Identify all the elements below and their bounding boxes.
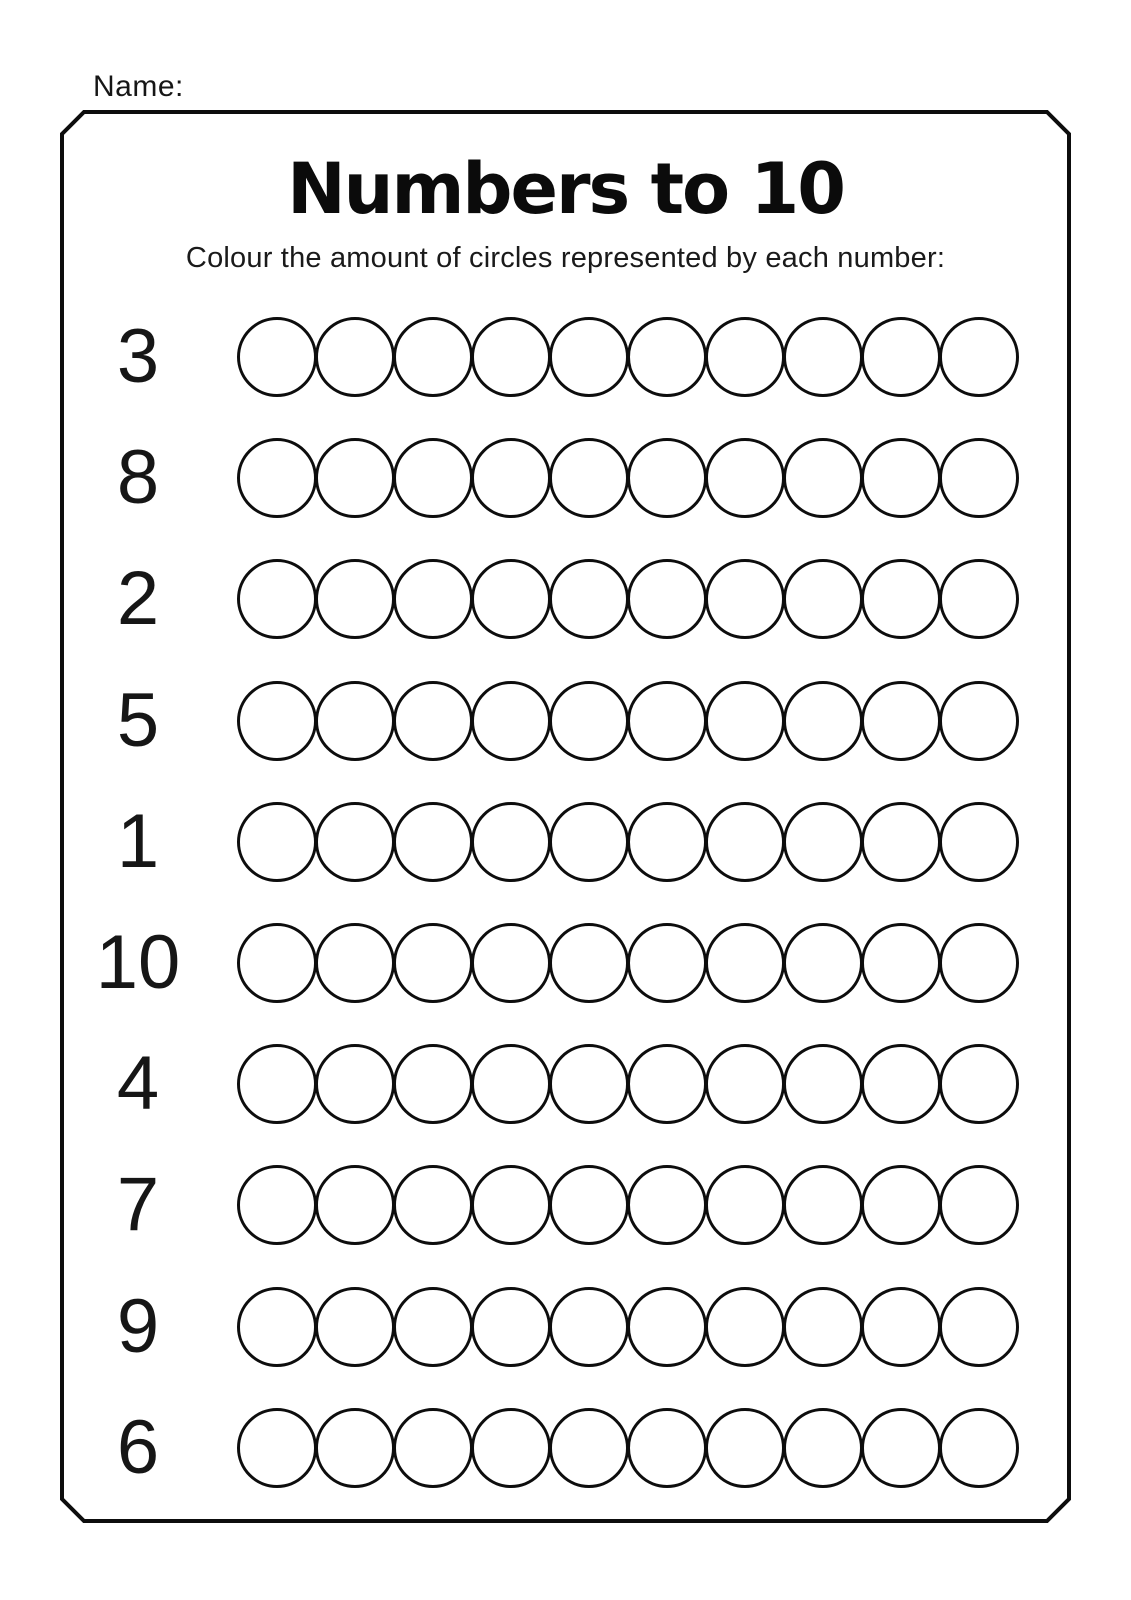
colour-circle[interactable] [471, 681, 551, 761]
colour-circle[interactable] [705, 438, 785, 518]
colour-circle[interactable] [471, 559, 551, 639]
colour-circle[interactable] [783, 1044, 863, 1124]
colour-circle[interactable] [237, 802, 317, 882]
circle-row [237, 1287, 1019, 1367]
colour-circle[interactable] [783, 438, 863, 518]
colour-circle[interactable] [393, 802, 473, 882]
circle-row [237, 438, 1019, 518]
colour-circle[interactable] [627, 1044, 707, 1124]
worksheet-row [62, 920, 1019, 1005]
colour-circle[interactable] [939, 438, 1019, 518]
colour-circle[interactable] [471, 1408, 551, 1488]
colour-circle[interactable] [705, 1044, 785, 1124]
colour-circle[interactable] [237, 438, 317, 518]
colour-circle[interactable] [861, 1165, 941, 1245]
instruction-text: Colour the amount of circles represented by each number: [185, 242, 946, 274]
colour-circle[interactable] [471, 1165, 551, 1245]
colour-circle[interactable] [861, 438, 941, 518]
colour-circle[interactable] [783, 681, 863, 761]
colour-circle[interactable] [783, 923, 863, 1003]
colour-circle[interactable] [627, 1287, 707, 1367]
colour-circle[interactable] [315, 681, 395, 761]
colour-circle[interactable] [315, 802, 395, 882]
colour-circle[interactable] [627, 438, 707, 518]
worksheet-row [62, 1284, 1019, 1369]
colour-circle[interactable] [627, 559, 707, 639]
colour-circle[interactable] [393, 317, 473, 397]
circle-row [237, 923, 1019, 1003]
circle-row [237, 1165, 1019, 1245]
colour-circle[interactable] [627, 681, 707, 761]
colour-circle[interactable] [783, 317, 863, 397]
colour-circle[interactable] [627, 317, 707, 397]
colour-circle[interactable] [393, 1408, 473, 1488]
colour-circle[interactable] [315, 1408, 395, 1488]
row-number-label: 2 [116, 556, 160, 641]
colour-circle[interactable] [549, 1408, 629, 1488]
colour-circle[interactable] [861, 802, 941, 882]
colour-circle[interactable] [549, 559, 629, 639]
colour-circle[interactable] [549, 1044, 629, 1124]
colour-circle[interactable] [471, 1044, 551, 1124]
row-number-label: 10 [95, 920, 181, 1005]
colour-circle[interactable] [549, 681, 629, 761]
colour-circle[interactable] [549, 802, 629, 882]
row-number-label: 4 [116, 1041, 160, 1126]
colour-circle[interactable] [549, 317, 629, 397]
colour-circle[interactable] [393, 559, 473, 639]
colour-circle[interactable] [939, 802, 1019, 882]
colour-circle[interactable] [237, 681, 317, 761]
colour-circle[interactable] [705, 1408, 785, 1488]
colour-circle[interactable] [627, 1165, 707, 1245]
colour-circle[interactable] [939, 1165, 1019, 1245]
circle-row [237, 1408, 1019, 1488]
row-number-label: 1 [116, 799, 160, 884]
colour-circle[interactable] [861, 1044, 941, 1124]
colour-circle[interactable] [471, 923, 551, 1003]
worksheet-row [62, 314, 1019, 399]
worksheet-row [62, 1041, 1019, 1126]
worksheet-row [62, 678, 1019, 763]
row-number-label: 5 [116, 678, 160, 763]
colour-circle[interactable] [315, 438, 395, 518]
colour-circle[interactable] [705, 923, 785, 1003]
colour-circle[interactable] [783, 1287, 863, 1367]
row-number-label: 6 [116, 1405, 160, 1490]
row-number-label: 3 [116, 314, 160, 399]
colour-circle[interactable] [237, 1165, 317, 1245]
colour-circle[interactable] [549, 1287, 629, 1367]
colour-circle[interactable] [237, 923, 317, 1003]
colour-circle[interactable] [705, 1165, 785, 1245]
colour-circle[interactable] [939, 317, 1019, 397]
colour-circle[interactable] [939, 559, 1019, 639]
colour-circle[interactable] [861, 317, 941, 397]
colour-circle[interactable] [237, 559, 317, 639]
colour-circle[interactable] [861, 923, 941, 1003]
colour-circle[interactable] [549, 438, 629, 518]
colour-circle[interactable] [783, 802, 863, 882]
row-number-label: 7 [116, 1162, 160, 1247]
colour-circle[interactable] [393, 1044, 473, 1124]
circle-row [237, 559, 1019, 639]
colour-circle[interactable] [783, 1165, 863, 1245]
colour-circle[interactable] [393, 681, 473, 761]
worksheet-row [62, 1405, 1019, 1490]
circle-row [237, 1044, 1019, 1124]
colour-circle[interactable] [471, 317, 551, 397]
worksheet-row [62, 435, 1019, 520]
colour-circle[interactable] [861, 681, 941, 761]
colour-circle[interactable] [393, 1165, 473, 1245]
colour-circle[interactable] [705, 317, 785, 397]
colour-circle[interactable] [627, 923, 707, 1003]
colour-circle[interactable] [939, 681, 1019, 761]
circle-row [237, 317, 1019, 397]
colour-circle[interactable] [315, 923, 395, 1003]
colour-circle[interactable] [939, 1408, 1019, 1488]
circle-row [237, 802, 1019, 882]
colour-circle[interactable] [627, 1408, 707, 1488]
worksheet-row [62, 1162, 1019, 1247]
colour-circle[interactable] [471, 438, 551, 518]
colour-circle[interactable] [237, 317, 317, 397]
colour-circle[interactable] [237, 1287, 317, 1367]
colour-circle[interactable] [705, 559, 785, 639]
colour-circle[interactable] [471, 1287, 551, 1367]
colour-circle[interactable] [861, 1408, 941, 1488]
colour-circle[interactable] [315, 1287, 395, 1367]
colour-circle[interactable] [393, 438, 473, 518]
colour-circle[interactable] [471, 802, 551, 882]
colour-circle[interactable] [939, 1044, 1019, 1124]
colour-circle[interactable] [705, 802, 785, 882]
circle-row [237, 681, 1019, 761]
colour-circle[interactable] [861, 559, 941, 639]
colour-circle[interactable] [315, 1165, 395, 1245]
colour-circle[interactable] [315, 559, 395, 639]
colour-circle[interactable] [393, 1287, 473, 1367]
colour-circle[interactable] [783, 559, 863, 639]
colour-circle[interactable] [315, 317, 395, 397]
colour-circle[interactable] [783, 1408, 863, 1488]
colour-circle[interactable] [549, 1165, 629, 1245]
colour-circle[interactable] [237, 1044, 317, 1124]
colour-circle[interactable] [705, 1287, 785, 1367]
page-title: Numbers to 10 [287, 148, 844, 230]
colour-circle[interactable] [315, 1044, 395, 1124]
row-number-label: 8 [116, 435, 160, 520]
colour-circle[interactable] [393, 923, 473, 1003]
colour-circle[interactable] [237, 1408, 317, 1488]
worksheet-row [62, 556, 1019, 641]
row-number-label: 9 [116, 1284, 160, 1369]
colour-circle[interactable] [705, 681, 785, 761]
colour-circle[interactable] [627, 802, 707, 882]
colour-circle[interactable] [939, 1287, 1019, 1367]
worksheet-row [62, 799, 1019, 884]
colour-circle[interactable] [939, 923, 1019, 1003]
colour-circle[interactable] [861, 1287, 941, 1367]
name-label: Name: [93, 70, 184, 103]
colour-circle[interactable] [549, 923, 629, 1003]
